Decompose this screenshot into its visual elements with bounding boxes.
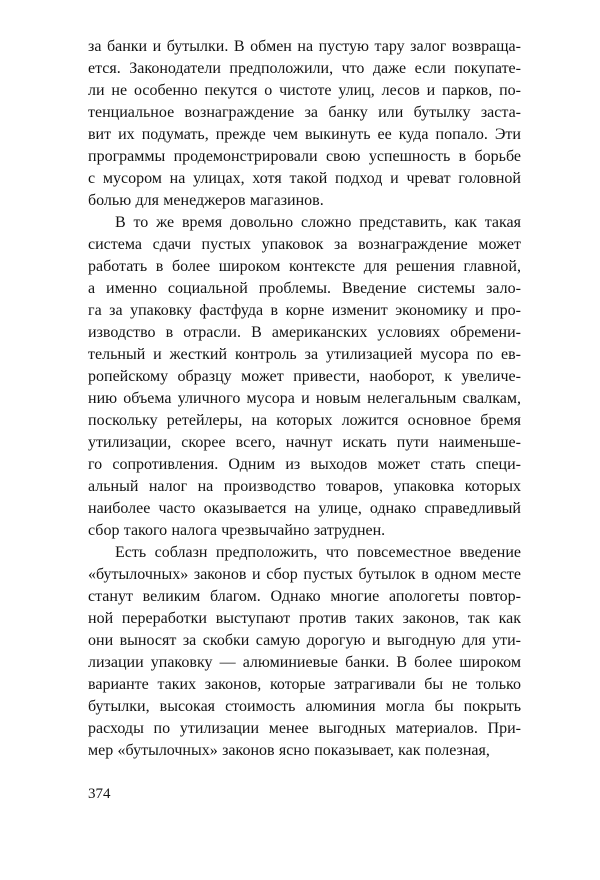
text-line: В то же время довольно сложно представить, как такая bbox=[115, 214, 521, 231]
text-line: Есть соблазн предположить, что повсеместное введение bbox=[115, 544, 521, 561]
text-line: работать в более широком контексте для решения главной, bbox=[88, 258, 521, 275]
text-line: го сопротивления. Одним из выходов может стать специ- bbox=[88, 456, 521, 473]
text-line: бутылки, высокая стоимость алюминия могла бы покрыть bbox=[88, 698, 521, 715]
text-line: программы продемонстрировали свою успешность в борьбе bbox=[88, 148, 521, 165]
text-line: ропейскому образцу может привести, наоборот, к увеличе- bbox=[88, 368, 521, 385]
text-line: поскольку ретейлеры, на которых ложится основное бремя bbox=[88, 412, 521, 429]
text-line: расходы по утилизации менее выгодных материалов. При- bbox=[88, 720, 521, 737]
text-line: система сдачи пустых упаковок за вознаграждение может bbox=[88, 236, 521, 253]
paragraph bbox=[88, 542, 521, 762]
text-line: за банки и бутылки. В обмен на пустую тару залог возвраща- bbox=[88, 38, 521, 55]
text-line: ется. Законодатели предположили, что даже если покупате- bbox=[88, 60, 521, 77]
text-line: сбор такого налога чрезвычайно затруднен. bbox=[88, 522, 386, 539]
text-line: вит их подумать, прежде чем выкинуть ее куда попало. Эти bbox=[88, 126, 521, 143]
text-line: ли не особенно пекутся о чистоте улиц, лесов и парков, по- bbox=[88, 82, 521, 99]
text-block bbox=[88, 36, 521, 762]
text-line: ной переработки выступают против таких законов, так как bbox=[88, 610, 521, 627]
text-line: «бутылочных» законов и сбор пустых бутылок в одном месте bbox=[88, 566, 521, 583]
text-line: с мусором на улицах, хотя такой подход и чреват головной bbox=[88, 170, 521, 187]
text-line: изводство в отрасли. В американских условиях обремени- bbox=[88, 324, 521, 341]
text-line: альный налог на производство товаров, упаковка которых bbox=[88, 478, 521, 495]
text-line: утилизации, скорее всего, начнут искать пути наименьше- bbox=[88, 434, 521, 451]
text-line: станут великим благом. Однако многие апологеты повтор- bbox=[88, 588, 521, 605]
paragraph bbox=[88, 212, 521, 542]
text-line: нию объема уличного мусора и новым нелегальным свалкам, bbox=[88, 390, 521, 407]
text-line: лизации упаковку — алюминиевые банки. В более широком bbox=[88, 654, 521, 671]
text-line: а именно социальной проблемы. Введение системы зало- bbox=[88, 280, 521, 297]
text-line: наиболее часто оказывается на улице, однако справедливый bbox=[88, 500, 521, 517]
text-line: мер «бутылочных» законов ясно показывает, как полезная, bbox=[88, 742, 490, 759]
text-line: они выносят за скобки самую дорогую и выгодную для ути- bbox=[88, 632, 521, 649]
text-line: болью для менеджеров магазинов. bbox=[88, 192, 324, 209]
paragraph bbox=[88, 36, 521, 212]
text-line: га за упаковку фастфуда в корне изменит экономику и про- bbox=[88, 302, 521, 319]
text-line: варианте таких законов, которые затрагивали бы не только bbox=[88, 676, 521, 693]
text-line: тенциальное вознаграждение за банку или бутылку заста- bbox=[88, 104, 521, 121]
text-line: тельный и жесткий контроль за утилизацией мусора по ев- bbox=[88, 346, 521, 363]
page-number: 374 bbox=[88, 786, 111, 802]
